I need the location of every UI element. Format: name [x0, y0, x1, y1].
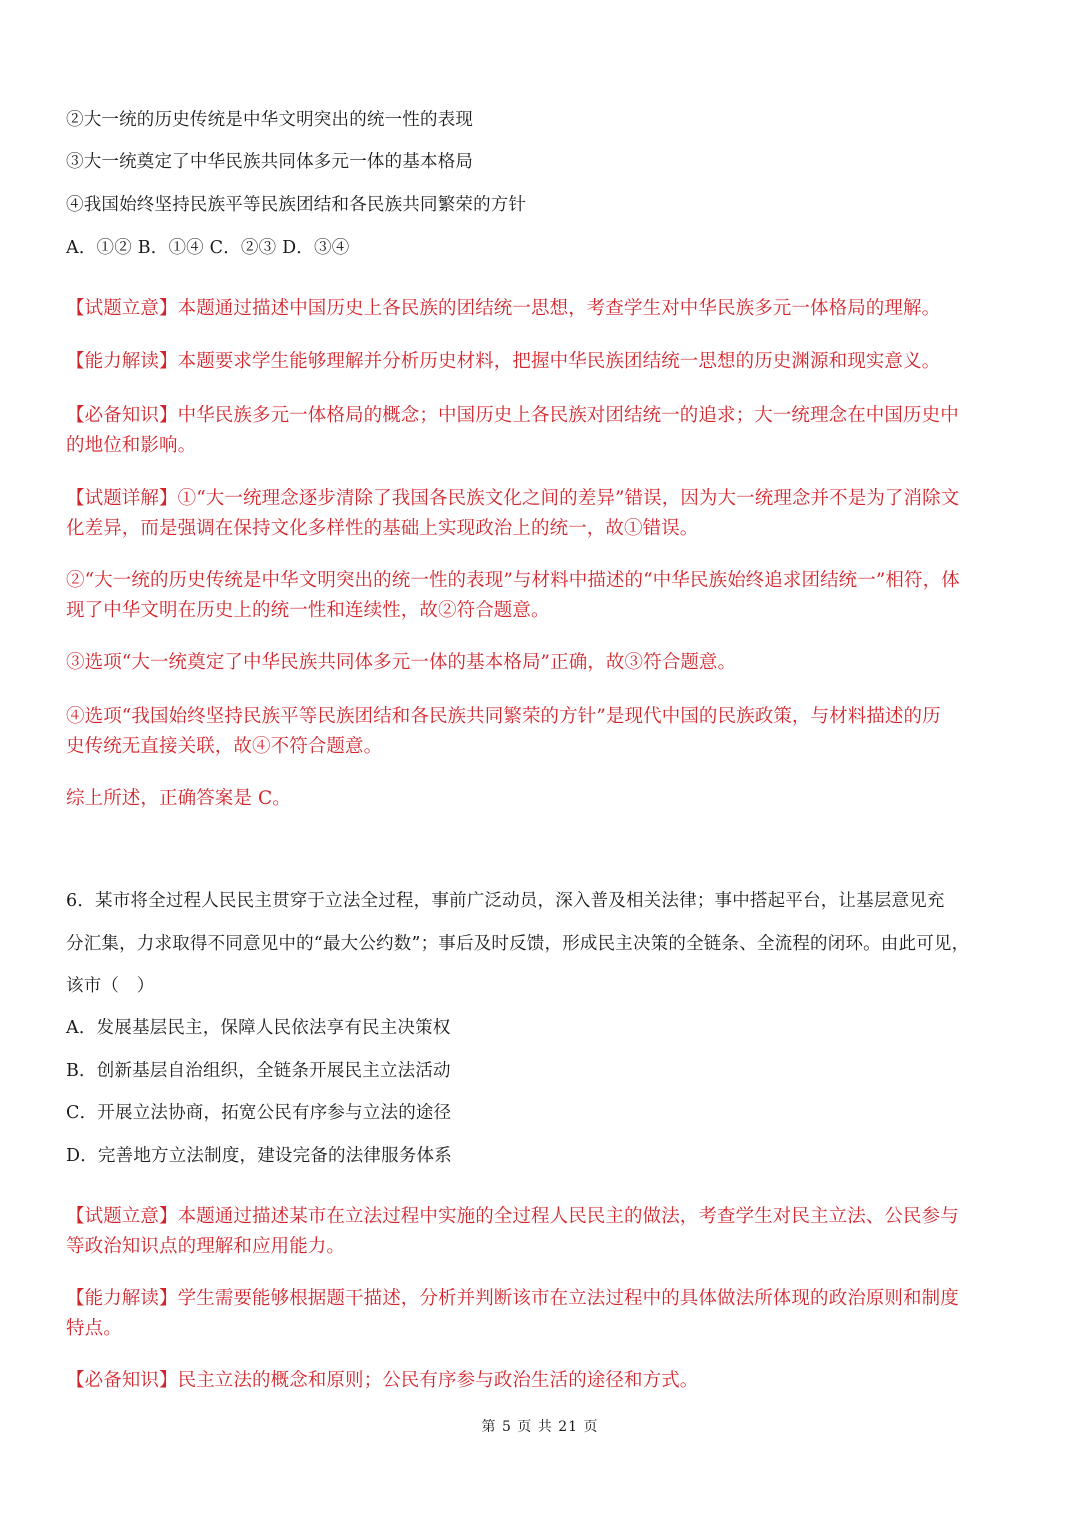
- q5-analysis-knowledge: [66, 401, 1018, 461]
- text-row: ④选项“我国始终坚持民族平等民族团结和各民族共同繁荣的方针”是现代中国的民族政策，与材料描述的历: [66, 706, 941, 727]
- text-row: 【试题立意】本题通过描述中国历史上各民族的团结统一思想，考查学生对中华民族多元一体格局的理解。: [66, 298, 941, 319]
- text-row: ③选项“大一统奠定了中华民族共同体多元一体的基本格局”正确，故③符合题意。: [66, 652, 737, 673]
- q5-analysis-conclusion: [66, 784, 1018, 814]
- q5-analysis-detail: [66, 484, 1018, 544]
- q6-option-b: B．创新基层自治组织，全链条开展民主立法活动: [66, 1061, 451, 1081]
- q6-analysis-knowledge: [66, 1366, 1018, 1396]
- q5-analysis-item-2: [66, 566, 1018, 626]
- q5-analysis-item-3: [66, 648, 1018, 678]
- q6-stem-line-1: 6．某市将全过程人民民主贯穿于立法全过程，事前广泛动员，深入普及相关法律；事中搭起平台，让基层意见充: [66, 891, 945, 911]
- text-row: 化差异，而是强调在保持文化多样性的基础上实现政治上的统一，故①错误。: [66, 518, 699, 539]
- q6-analysis-intent: [66, 1202, 1018, 1262]
- text-row: 史传统无直接关联，故④不符合题意。: [66, 736, 383, 757]
- text-row: 【必备知识】民主立法的概念和原则；公民有序参与政治生活的途径和方式。: [66, 1370, 699, 1391]
- text-row: ②“大一统的历史传统是中华文明突出的统一性的表现”与材料中描述的“中华民族始终追求团结统一”相符，体: [66, 570, 960, 591]
- q6-stem-line-2: 分汇集，力求取得不同意见中的“最大公约数”；事后及时反馈，形成民主决策的全链条、全流程的闭环。由此可见，: [66, 934, 970, 954]
- q5-analysis-ability: [66, 347, 1018, 377]
- text-row: 【能力解读】学生需要能够根据题干描述，分析并判断该市在立法过程中的具体做法所体现的政治原则和制度: [66, 1288, 959, 1309]
- q5-analysis-item-4: [66, 702, 1018, 762]
- text-row: 【能力解读】本题要求学生能够理解并分析历史材料，把握中华民族团结统一思想的历史渊源和现实意义。: [66, 351, 941, 372]
- q6-option-d: D．完善地方立法制度，建设完备的法律服务体系: [66, 1146, 452, 1166]
- q5-analysis-intent: [66, 294, 1018, 324]
- q5-option-4: ④我国始终坚持民族平等民族团结和各民族共同繁荣的方针: [66, 195, 527, 215]
- text-row: 【试题详解】①“大一统理念逐步清除了我国各民族文化之间的差异”错误，因为大一统理念并不是为了消除文: [66, 488, 960, 509]
- text-row: 【试题立意】本题通过描述某市在立法过程中实施的全过程人民民主的做法，考查学生对民主立法、公民参与: [66, 1206, 959, 1227]
- q6-analysis-ability: [66, 1284, 1018, 1344]
- q6-option-a: A．发展基层民主，保障人民依法享有民主决策权: [66, 1018, 451, 1038]
- q5-option-3: ③大一统奠定了中华民族共同体多元一体的基本格局: [66, 152, 474, 172]
- text-row: 的地位和影响。: [66, 435, 197, 456]
- q6-option-c: C．开展立法协商，拓宽公民有序参与立法的途径: [66, 1103, 452, 1123]
- text-row: 现了中华文明在历史上的统一性和连续性，故②符合题意。: [66, 600, 550, 621]
- text-row: 【必备知识】中华民族多元一体格局的概念；中国历史上各民族对团结统一的追求；大一统理念在中国历史中: [66, 405, 959, 426]
- text-row: 综上所述，正确答案是 C。: [66, 788, 291, 809]
- q5-choices: A．①② B．①④ C．②③ D．③④: [66, 238, 350, 258]
- q6-stem-line-3: 该市（ ）: [66, 976, 155, 996]
- page-number-footer: 第 5 页 共 21 页: [481, 1419, 599, 1435]
- q5-option-2: ②大一统的历史传统是中华文明突出的统一性的表现: [66, 110, 474, 130]
- text-row: 等政治知识点的理解和应用能力。: [66, 1236, 346, 1257]
- text-row: 特点。: [66, 1318, 122, 1339]
